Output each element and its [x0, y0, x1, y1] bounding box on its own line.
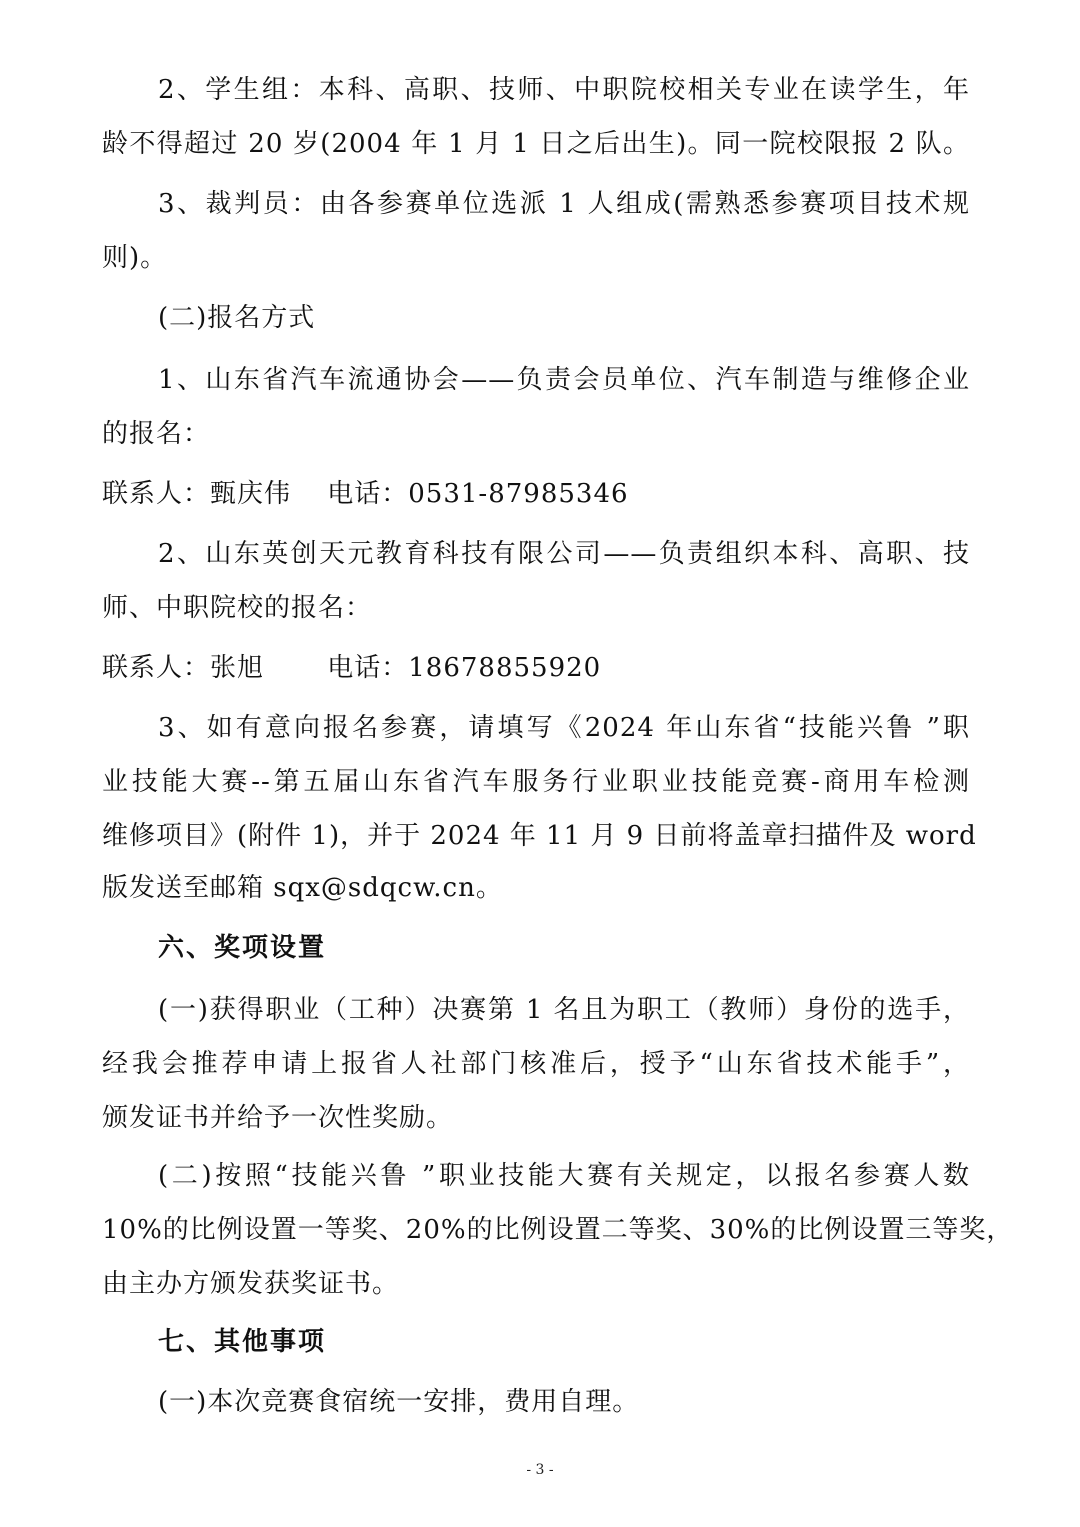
- contact-line: 联系人：甄庆伟 电话：0531-87985346: [102, 479, 629, 509]
- paragraph-line: 经我会推荐申请上报省人社部门核准后，授予“山东省技术能手”，: [102, 1049, 970, 1079]
- paragraph-line: 版发送至邮箱 sqx@sdqcw.cn。: [102, 873, 503, 903]
- paragraph-line: 2、山东英创天元教育科技有限公司——负责组织本科、高职、技: [158, 539, 970, 569]
- paragraph-line: 师、中职院校的报名：: [102, 593, 373, 623]
- paragraph-line: 业技能大赛--第五届山东省汽车服务行业职业技能竞赛-商用车检测: [102, 767, 970, 797]
- paragraph-line: 3、如有意向报名参赛，请填写《2024 年山东省“技能兴鲁 ”职: [158, 713, 970, 743]
- paragraph-line: (一)获得职业（工种）决赛第 1 名且为职工（教师）身份的选手，: [158, 995, 970, 1025]
- paragraph-line: 维修项目》(附件 1)，并于 2024 年 11 月 9 日前将盖章扫描件及 word: [102, 821, 977, 851]
- paragraph-line: 1、山东省汽车流通协会——负责会员单位、汽车制造与维修企业: [158, 365, 970, 395]
- paragraph-line: 3、裁判员：由各参赛单位选派 1 人组成(需熟悉参赛项目技术规: [158, 189, 970, 219]
- paragraph-line: 的报名：: [102, 419, 211, 449]
- paragraph-line: 2、学生组：本科、高职、技师、中职院校相关专业在读学生，年: [158, 75, 970, 105]
- paragraph-line: 则)。: [102, 243, 168, 273]
- paragraph-line: 由主办方颁发获奖证书。: [102, 1269, 400, 1299]
- paragraph-line: 颁发证书并给予一次性奖励。: [102, 1103, 454, 1133]
- paragraph-line: (一)本次竞赛食宿统一安排，费用自理。: [158, 1387, 640, 1417]
- page-number: - 3 -: [526, 1462, 554, 1478]
- section-heading: 六、奖项设置: [158, 933, 327, 963]
- paragraph-line: (二)按照“技能兴鲁 ”职业技能大赛有关规定，以报名参赛人数: [158, 1161, 970, 1191]
- contact-line: 联系人：张旭 电话：18678855920: [102, 653, 602, 683]
- paragraph-line: 10%的比例设置一等奖、20%的比例设置二等奖、30%的比例设置三等奖，: [102, 1215, 1014, 1245]
- section-heading: 七、其他事项: [158, 1327, 327, 1357]
- paragraph-line: 龄不得超过 20 岁(2004 年 1 月 1 日之后出生)。同一院校限报 2 队。: [102, 129, 970, 159]
- section-subheading: (二)报名方式: [158, 303, 316, 333]
